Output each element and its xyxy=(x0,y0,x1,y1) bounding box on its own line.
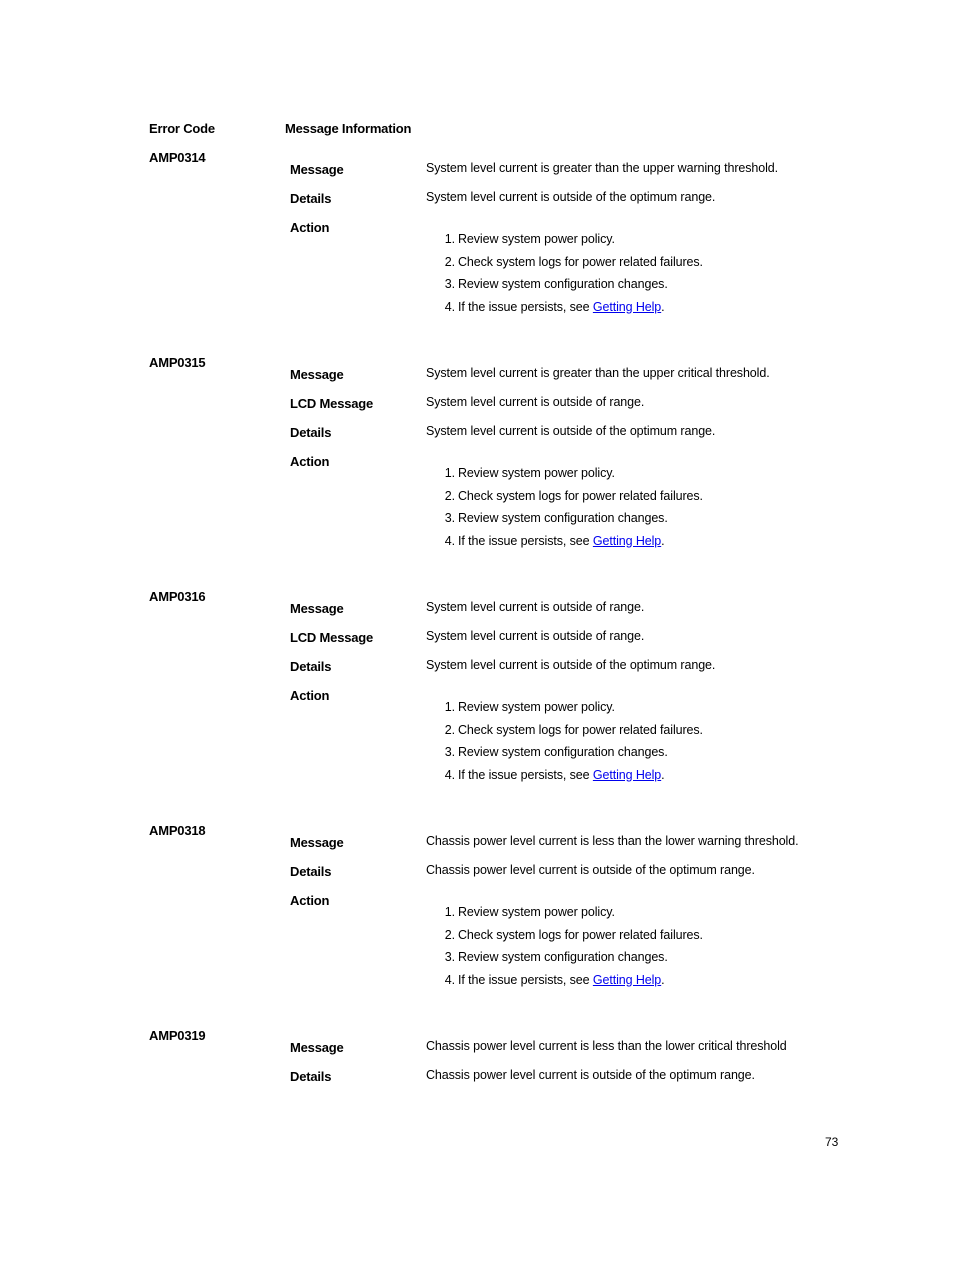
action-label: Action xyxy=(290,220,330,235)
action-step xyxy=(441,950,668,964)
step-number: 1. xyxy=(444,700,455,714)
step-number: 1. xyxy=(444,905,455,919)
action-step xyxy=(441,768,665,782)
step-text: Review system configuration changes. xyxy=(458,511,668,525)
step-number: 1. xyxy=(444,466,455,480)
details-label: Details xyxy=(290,1069,332,1084)
error-code: AMP0314 xyxy=(149,150,206,165)
step-number: 2. xyxy=(444,254,455,269)
step-number: 4. xyxy=(444,767,455,782)
step-text: Review system configuration changes. xyxy=(458,277,668,291)
step-number: 4. xyxy=(444,533,455,548)
action-step xyxy=(441,928,703,942)
error-code: AMP0315 xyxy=(149,355,206,370)
step-text: If the issue persists, see xyxy=(458,299,593,314)
step-punctuation: . xyxy=(661,767,665,782)
action-label: Action xyxy=(290,893,330,908)
page-number: 73 xyxy=(825,1135,839,1149)
message-label: Message xyxy=(290,1040,344,1055)
lcd-message-label: LCD Message xyxy=(290,630,374,645)
step-number: 2. xyxy=(444,722,455,737)
step-text: Check system logs for power related failures. xyxy=(458,254,703,269)
step-text: Review system power policy. xyxy=(458,466,615,480)
message-value: Chassis power level current is less than the lower warning threshold. xyxy=(426,834,799,848)
step-number: 4. xyxy=(444,299,455,314)
step-number: 1. xyxy=(444,232,455,246)
message-value: System level current is outside of range. xyxy=(426,600,645,614)
step-text: Review system power policy. xyxy=(458,905,615,919)
action-step xyxy=(441,489,703,503)
step-punctuation: . xyxy=(661,533,665,548)
details-value: Chassis power level current is outside of the optimum range. xyxy=(426,863,755,877)
step-text: Review system configuration changes. xyxy=(458,745,668,759)
step-text: Review system power policy. xyxy=(458,700,615,714)
action-step xyxy=(441,745,668,759)
message-value: Chassis power level current is less than the lower critical threshold xyxy=(426,1039,787,1053)
action-step xyxy=(441,277,668,291)
step-number: 3. xyxy=(444,950,455,964)
step-punctuation: . xyxy=(661,299,665,314)
step-text: Review system power policy. xyxy=(458,232,615,246)
details-value: System level current is outside of the optimum range. xyxy=(426,190,716,204)
error-code: AMP0318 xyxy=(149,823,206,838)
step-text: If the issue persists, see xyxy=(458,767,593,782)
header-message-information: Message Information xyxy=(285,121,412,136)
action-step xyxy=(441,700,615,714)
message-value: System level current is greater than the upper warning threshold. xyxy=(426,161,779,175)
action-step xyxy=(441,534,665,548)
step-number: 4. xyxy=(444,972,455,987)
details-value: System level current is outside of the optimum range. xyxy=(426,424,716,438)
step-number: 3. xyxy=(444,511,455,525)
step-text: Review system configuration changes. xyxy=(458,950,668,964)
step-text: If the issue persists, see xyxy=(458,972,593,987)
message-label: Message xyxy=(290,367,344,382)
details-label: Details xyxy=(290,425,332,440)
getting-help-link[interactable]: Getting Help xyxy=(592,972,662,987)
getting-help-link[interactable]: Getting Help xyxy=(592,533,662,548)
error-code: AMP0316 xyxy=(149,589,206,604)
lcd-message-value: System level current is outside of range. xyxy=(426,395,645,409)
details-label: Details xyxy=(290,864,332,879)
action-step xyxy=(441,905,615,919)
getting-help-link[interactable]: Getting Help xyxy=(592,299,662,314)
action-step xyxy=(441,255,703,269)
action-step xyxy=(441,723,703,737)
details-label: Details xyxy=(290,659,332,674)
action-label: Action xyxy=(290,454,330,469)
action-step xyxy=(441,466,615,480)
action-label: Action xyxy=(290,688,330,703)
step-text: Check system logs for power related failures. xyxy=(458,488,703,503)
details-value: Chassis power level current is outside of the optimum range. xyxy=(426,1068,755,1082)
step-number: 3. xyxy=(444,745,455,759)
header-error-code: Error Code xyxy=(149,121,215,136)
lcd-message-value: System level current is outside of range. xyxy=(426,629,645,643)
action-step xyxy=(441,973,665,987)
step-punctuation: . xyxy=(661,972,665,987)
message-label: Message xyxy=(290,162,344,177)
step-number: 3. xyxy=(444,277,455,291)
step-number: 2. xyxy=(444,927,455,942)
step-text: If the issue persists, see xyxy=(458,533,593,548)
step-number: 2. xyxy=(444,488,455,503)
message-label: Message xyxy=(290,601,344,616)
step-text: Check system logs for power related failures. xyxy=(458,927,703,942)
details-label: Details xyxy=(290,191,332,206)
details-value: System level current is outside of the optimum range. xyxy=(426,658,716,672)
message-value: System level current is greater than the upper critical threshold. xyxy=(426,366,770,380)
step-text: Check system logs for power related failures. xyxy=(458,722,703,737)
action-step xyxy=(441,232,615,246)
lcd-message-label: LCD Message xyxy=(290,396,374,411)
message-label: Message xyxy=(290,835,344,850)
error-code: AMP0319 xyxy=(149,1028,206,1043)
action-step xyxy=(441,511,668,525)
getting-help-link[interactable]: Getting Help xyxy=(592,767,662,782)
action-step xyxy=(441,300,665,314)
